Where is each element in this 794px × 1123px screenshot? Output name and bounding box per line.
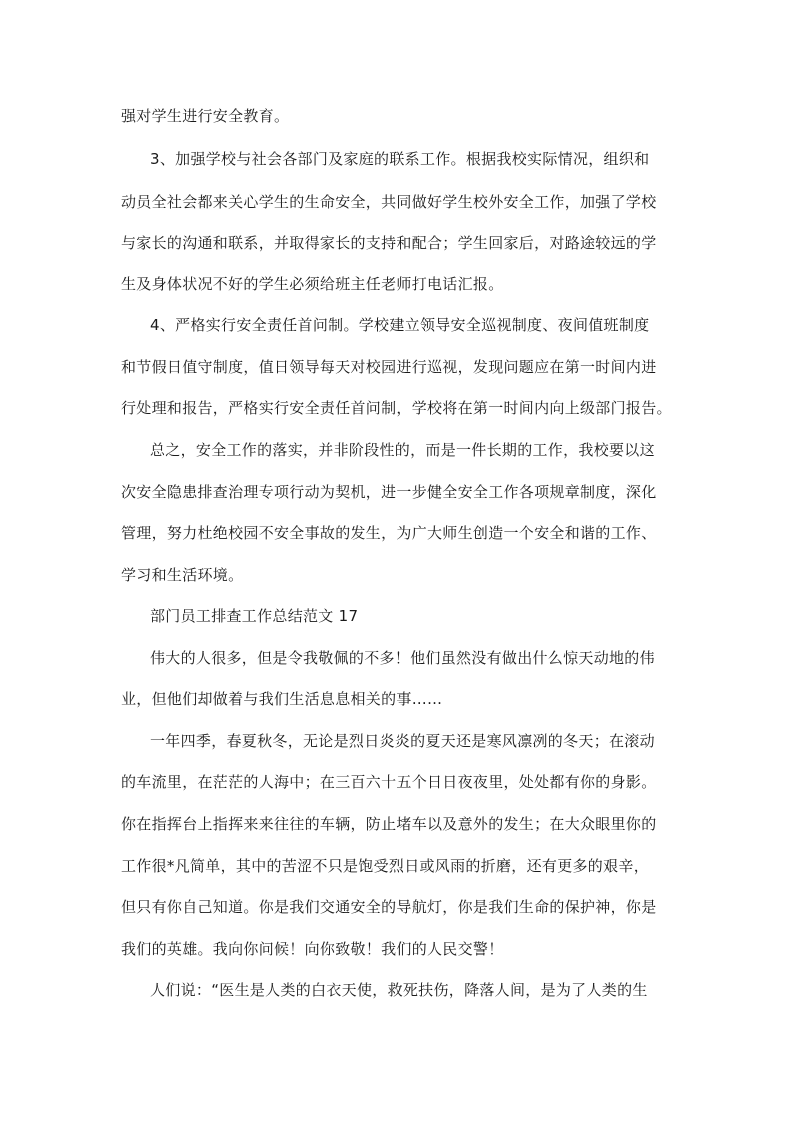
text-line: 强对学生进行安全教育。 [121, 107, 290, 125]
text-line: 工作很*凡简单，其中的苦涩不只是饱受烈日或风雨的折磨，还有更多的艰辛， [121, 857, 650, 875]
section-heading: 部门员工排查工作总结范文 17 [150, 607, 359, 625]
text-line: 总之，安全工作的落实，并非阶段性的，而是一件长期的工作，我校要以这 [150, 441, 655, 459]
text-line: 伟大的人很多，但是令我敬佩的不多！他们虽然没有做出什么惊天动地的伟 [150, 649, 655, 667]
text-line: 你在指挥台上指挥来来往往的车辆，防止堵车以及意外的发生；在大众眼里你的 [121, 815, 657, 833]
text-line: 我们的英雄。我向你问候！向你致敬！我们的人民交警！ [121, 940, 504, 958]
text-line: 3、加强学校与社会各部门及家庭的联系工作。根据我校实际情况，组织和 [150, 150, 650, 168]
text-line: 一年四季，春夏秋冬，无论是烈日炎炎的夏天还是寒风凛冽的冬天；在滚动 [150, 732, 655, 750]
text-line: 与家长的沟通和联系，并取得家长的支持和配合；学生回家后，对路途较远的学 [121, 234, 657, 252]
text-line: 动员全社会都来关心学生的生命安全，共同做好学生校外安全工作，加强了学校 [121, 193, 657, 211]
text-line: 行处理和报告，严格实行安全责任首问制，学校将在第一时间内向上级部门报告。 [121, 399, 672, 417]
text-line: 但只有你自己知道。你是我们交通安全的导航灯，你是我们生命的保护神，你是 [121, 898, 657, 916]
text-line: 和节假日值守制度，值日领导每天对校园进行巡视，发现问题应在第一时间内进 [121, 358, 657, 376]
text-line: 业，但他们却做着与我们生活息息相关的事…… [121, 690, 443, 708]
text-line: 学习和生活环境。 [121, 566, 244, 584]
text-line: 人们说：“医生是人类的白衣天使，救死扶伤，降落人间，是为了人类的生 [150, 981, 648, 999]
text-line: 4、严格实行安全责任首问制。学校建立领导安全巡视制度、夜间值班制度 [150, 316, 650, 334]
text-line: 的车流里，在茫茫的人海中；在三百六十五个日日夜夜里，处处都有你的身影。 [121, 773, 657, 791]
text-line: 管理，努力杜绝校园不安全事故的发生，为广大师生创造一个安全和谐的工作、 [121, 524, 657, 542]
text-line: 次安全隐患排查治理专项行动为契机，进一步健全安全工作各项规章制度，深化 [121, 483, 657, 501]
text-line: 生及身体状况不好的学生必须给班主任老师打电话汇报。 [121, 275, 504, 293]
